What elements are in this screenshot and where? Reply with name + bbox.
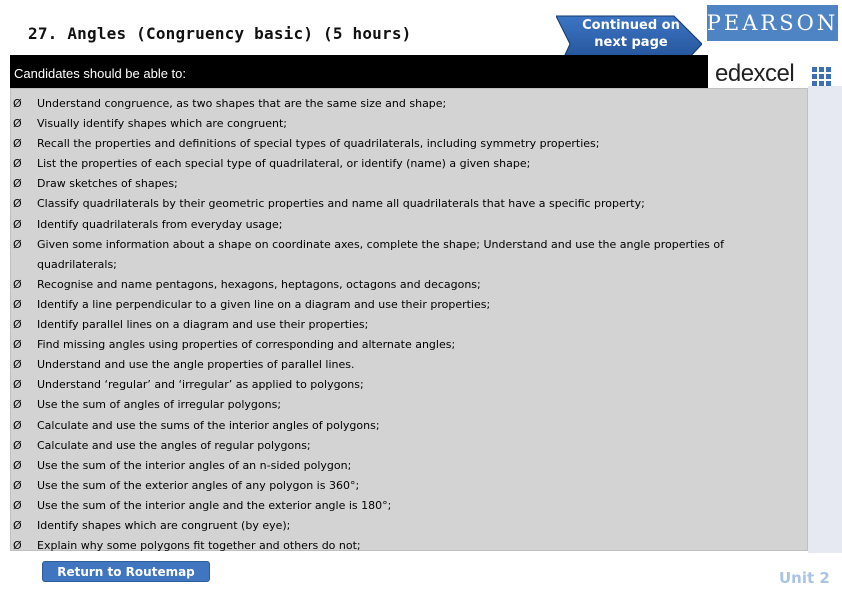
arrow-bullet-icon: Ø xyxy=(13,478,22,492)
list-item xyxy=(11,235,791,275)
list-item-text: Find missing angles using properties of corresponding and alternate angles; xyxy=(37,338,456,352)
list-item xyxy=(11,194,791,214)
list-item xyxy=(11,174,791,194)
continued-label: Continued on next page xyxy=(582,18,680,50)
page-title: 27. Angles (Congruency basic) (5 hours) xyxy=(28,24,412,43)
list-item-text: Identify parallel lines on a diagram and use their properties; xyxy=(37,318,369,332)
arrow-bullet-icon: Ø xyxy=(13,217,22,231)
list-item xyxy=(11,456,791,476)
arrow-bullet-icon: Ø xyxy=(13,378,22,392)
unit-label: Unit 2 xyxy=(779,569,830,587)
list-item xyxy=(11,114,791,134)
objectives-panel xyxy=(10,88,808,551)
list-item-text: Use the sum of the exterior angles of any polygon is 360°; xyxy=(37,478,360,492)
list-item xyxy=(11,395,791,415)
objectives-list xyxy=(11,94,791,556)
list-item-text: Identify shapes which are congruent (by eye); xyxy=(37,518,291,532)
arrow-bullet-icon: Ø xyxy=(13,237,22,251)
arrow-bullet-icon: Ø xyxy=(13,318,22,332)
arrow-bullet-icon: Ø xyxy=(13,338,22,352)
arrow-bullet-icon: Ø xyxy=(13,277,22,291)
side-strip xyxy=(808,86,842,553)
list-item-text: Visually identify shapes which are congruent; xyxy=(37,117,287,131)
list-item-text: Calculate and use the angles of regular polygons; xyxy=(37,438,311,452)
list-item-text: Identify a line perpendicular to a given line on a diagram and use their properties; xyxy=(37,297,491,311)
list-item-text: Draw sketches of shapes; xyxy=(37,177,178,191)
list-item-text: Identify quadrilaterals from everyday usage; xyxy=(37,217,283,231)
return-to-routemap-button[interactable]: Return to Routemap xyxy=(42,561,210,582)
list-item-text: Recognise and name pentagons, hexagons, heptagons, octagons and decagons; xyxy=(37,277,481,291)
list-item-text: Classify quadrilaterals by their geometric properties and name all quadrilaterals that have a specific property; xyxy=(37,197,645,211)
edexcel-grid-icon xyxy=(812,67,832,87)
list-item-text: List the properties of each special type of quadrilateral, or identify (name) a given shape; xyxy=(37,157,531,171)
list-item xyxy=(11,295,791,315)
list-item xyxy=(11,355,791,375)
arrow-bullet-icon: Ø xyxy=(13,498,22,512)
list-item xyxy=(11,536,791,556)
list-item xyxy=(11,154,791,174)
arrow-bullet-icon: Ø xyxy=(13,418,22,432)
list-item-text: Understand and use the angle properties of parallel lines. xyxy=(37,358,355,372)
list-item xyxy=(11,496,791,516)
list-item xyxy=(11,416,791,436)
list-item xyxy=(11,516,791,536)
list-item xyxy=(11,436,791,456)
list-item-text: Understand ‘regular’ and ‘irregular’ as applied to polygons; xyxy=(37,378,364,392)
edexcel-logo xyxy=(709,57,836,89)
list-item-text: Understand congruence, as two shapes that are the same size and shape; xyxy=(37,97,447,110)
list-item-text: Recall the properties and definitions of special types of quadrilaterals, including symmetry properties; xyxy=(37,137,600,151)
arrow-bullet-icon: Ø xyxy=(13,177,22,191)
edexcel-logo-text: edexcel xyxy=(715,60,795,87)
arrow-bullet-icon: Ø xyxy=(13,117,22,131)
list-item xyxy=(11,315,791,335)
list-item-text: Given some information about a shape on coordinate axes, complete the shape; Understand and use the angle properties of quadrilaterals; xyxy=(37,237,724,271)
arrow-bullet-icon: Ø xyxy=(13,297,22,311)
list-item xyxy=(11,94,791,114)
arrow-bullet-icon: Ø xyxy=(13,398,22,412)
list-item xyxy=(11,476,791,496)
arrow-bullet-icon: Ø xyxy=(13,197,22,211)
list-item-text: Calculate and use the sums of the interior angles of polygons; xyxy=(37,418,380,432)
arrow-bullet-icon: Ø xyxy=(13,358,22,372)
list-item-text: Use the sum of the interior angle and the exterior angle is 180°; xyxy=(37,498,392,512)
list-item xyxy=(11,275,791,295)
arrow-bullet-icon: Ø xyxy=(13,438,22,452)
arrow-bullet-icon: Ø xyxy=(13,97,22,110)
list-item xyxy=(11,375,791,395)
pearson-logo: PEARSON xyxy=(707,5,838,41)
arrow-bullet-icon: Ø xyxy=(13,539,22,553)
arrow-bullet-icon: Ø xyxy=(13,518,22,532)
arrow-bullet-icon: Ø xyxy=(13,157,22,171)
arrow-bullet-icon: Ø xyxy=(13,458,22,472)
list-item xyxy=(11,335,791,355)
section-header xyxy=(10,55,708,88)
list-item xyxy=(11,134,791,154)
list-item-text: Explain why some polygons fit together and others do not; xyxy=(37,539,361,553)
section-header-text: Candidates should be able to: xyxy=(14,66,187,81)
arrow-bullet-icon: Ø xyxy=(13,137,22,151)
list-item-text: Use the sum of the interior angles of an n-sided polygon; xyxy=(37,458,352,472)
list-item-text: Use the sum of angles of irregular polygons; xyxy=(37,398,282,412)
list-item xyxy=(11,215,791,235)
